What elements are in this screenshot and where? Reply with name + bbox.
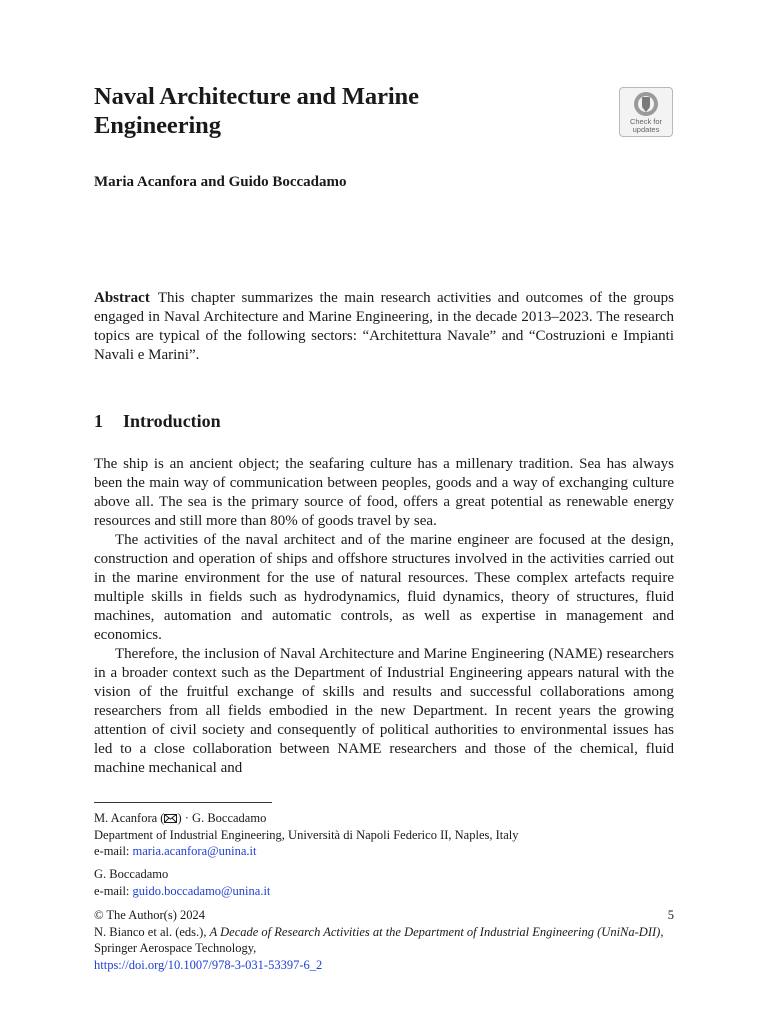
section-number: 1 [94,411,103,431]
abstract-label: Abstract [94,290,150,306]
page-number: 5 [667,908,674,922]
publisher: , Springer Aerospace Technology, [94,924,664,955]
chapter-title: Naval Architecture and Marine Engineering [94,83,419,139]
paragraph-1: The ship is an ancient object; the seafaring culture has a millenary tradition. Sea has always been the main way of communication between peoples, goods and a way of exchanging culture above all. The sea is the primary source of food, offers a great potential as renewable energy resources and still more than 80% of goods travel by sea. [94,456,674,529]
check-for-updates-badge[interactable] [619,87,673,137]
book-title: A Decade of Research Activities at the Department of Industrial Engineering (UniNa-DII) [209,924,661,939]
badge-label: Check for updates [629,117,663,134]
abstract-text: This chapter summarizes the main research activities and outcomes of the groups engaged in Naval Architecture and Marine Engineering, in the decade 2013–2023. The research topics are typical of the following sectors: “Architettura Navale” and “Costruzioni e Impianti Navali e Marini”. [94,290,674,363]
paragraph-3: Therefore, the inclusion of Naval Architecture and Marine Engineering (NAME) researchers in a broader context such as the Department of Industrial Engineering appears natural with the vision of the fruitful exchange of skills and results and successful collaborations among researchers from all fields embodied in the new Department. In recent years the growing attention of civil society and consequently of political authorities to environmental issues has led to a close collaboration between NAME researchers and those of the chemical, fluid machine mechanical and [94,646,674,776]
check-for-updates-icon [633,91,659,117]
footnote-second-author [94,866,674,899]
body-text [94,455,674,778]
email-link-1[interactable]: maria.acanfora@unina.it [132,844,257,858]
email-label-1: e-mail: [94,844,130,858]
author-line: Maria Acanfora and Guido Boccadamo [94,174,347,190]
author1-name: M. Acanfora [94,811,158,825]
copyright-line: © The Author(s) 2024 [94,908,205,922]
email-label-2: e-mail: [94,883,130,898]
paper-page [94,0,674,1024]
footnote-divider [94,802,272,803]
email-link-2[interactable]: guido.boccadamo@unina.it [132,883,271,898]
paragraph-2: The activities of the naval architect and of the marine engineer are focused at the design, construction and operation of ships and offshore structures involved in the activities carried out in the marine environment for the use of natural resources. These complex artefacts require multiple skills in fields such as hydrodynamics, fluid dynamics, theory of structures, fluid machines, automation and automatic controls, as well as expertise in management and economics. [94,532,674,643]
section-heading [94,410,221,432]
publication-info [94,907,674,973]
author2-name: G. Boccadamo [94,867,169,881]
section-title: Introduction [123,411,221,431]
author2-short: · G. Boccadamo [184,811,267,825]
footnote-affiliation: M. Acanfora ( ) · G. Boccadamo Department of Industrial Engineering, Università di Napoli Federico II, Naples, Italy e-mail: maria.acanfora@unina.it [94,811,519,858]
envelope-icon[interactable] [164,814,177,823]
affiliation: Department of Industrial Engineering, Università di Napoli Federico II, Naples, Italy [94,827,519,842]
doi-link[interactable]: https://doi.org/10.1007/978-3-031-53397-6_2 [94,957,323,972]
editors: N. Bianco et al. (eds.), [94,924,207,939]
abstract [94,289,674,365]
